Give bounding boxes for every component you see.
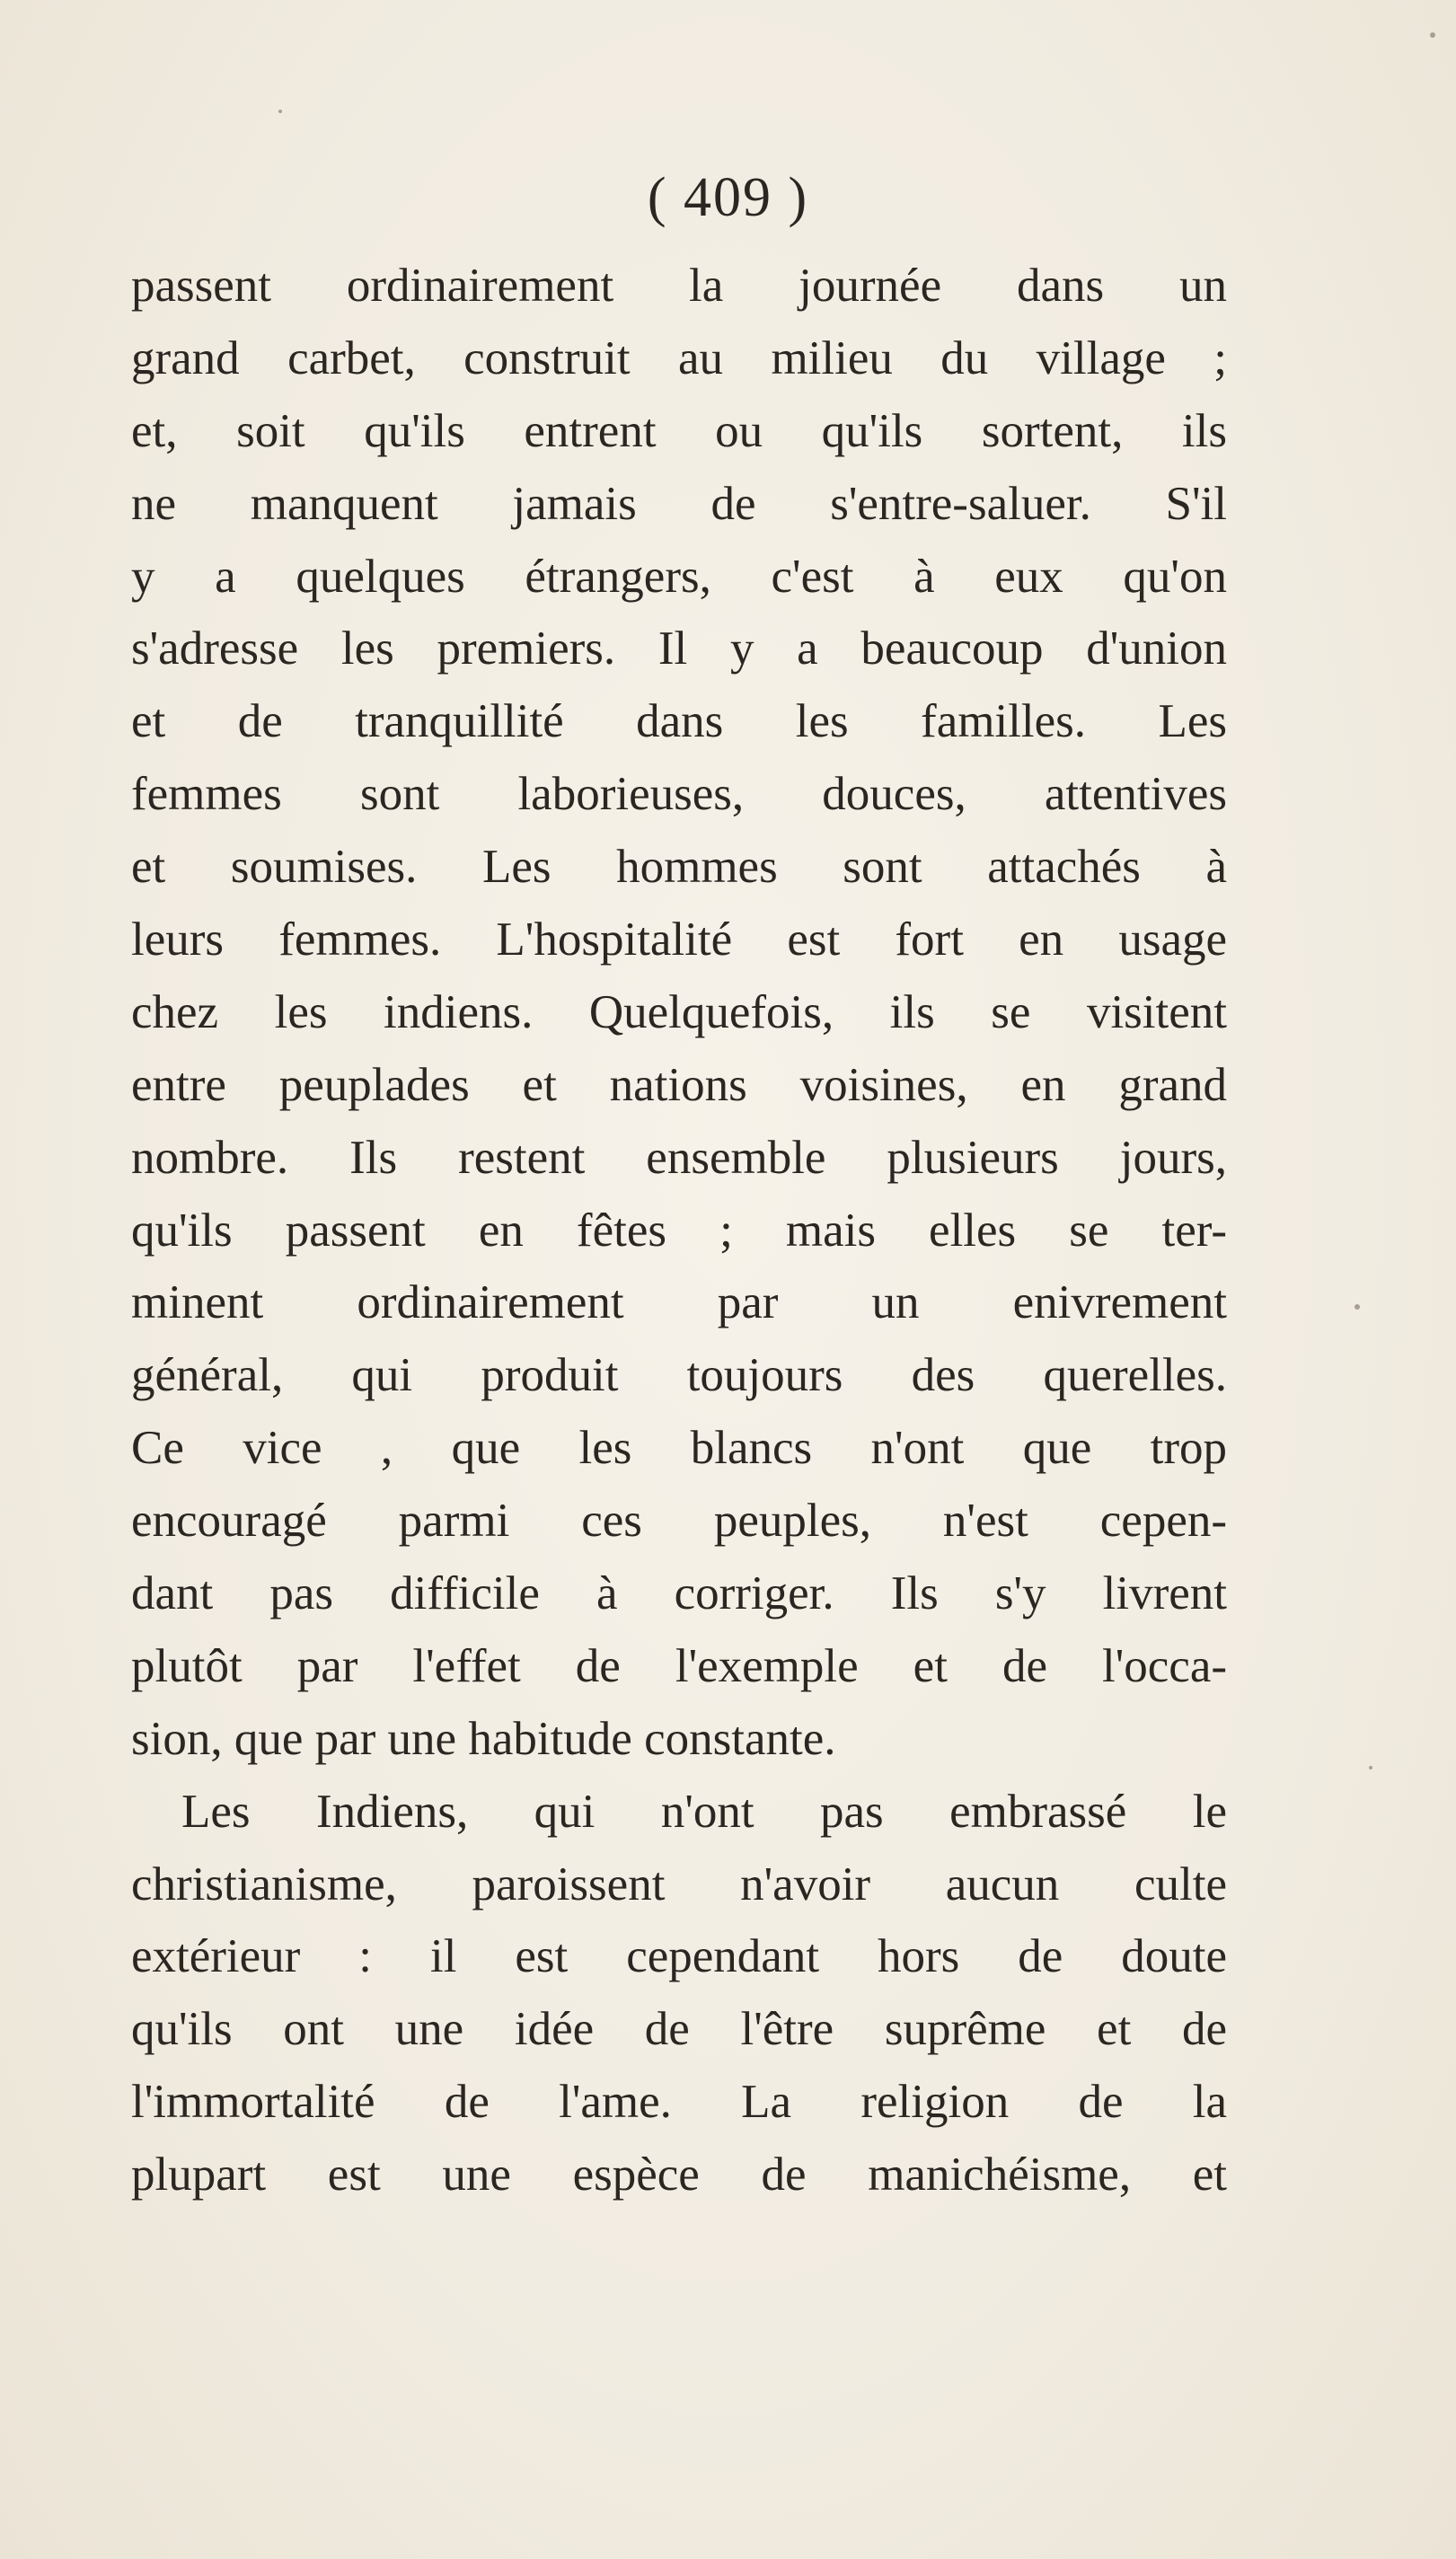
text-line: l'immortalité de l'ame. La religion de la <box>131 2076 1227 2129</box>
text-line: femmes sont laborieuses, douces, attentives <box>131 768 1227 821</box>
text-line: Les Indiens, qui n'ont pas embrassé le <box>181 1785 1227 1838</box>
text-line: extérieur : il est cependant hors de doute <box>131 1930 1227 1983</box>
text-line: et soumises. Les hommes sont attachés à <box>131 841 1227 894</box>
text-line: plutôt par l'effet de l'exemple et de l'occa- <box>131 1639 1227 1692</box>
text-line: et de tranquillité dans les familles. Les <box>131 695 1227 748</box>
text-line: général, qui produit toujours des querelles. <box>131 1349 1227 1402</box>
text-line: dant pas difficile à corriger. Ils s'y livrent <box>131 1567 1227 1620</box>
paper-speck <box>1430 32 1435 38</box>
text-line: ne manquent jamais de s'entre-saluer. S'il <box>131 477 1227 530</box>
text-line: s'adresse les premiers. Il y a beaucoup d'union <box>131 622 1227 675</box>
text-line: passent ordinairement la journée dans un <box>131 260 1227 312</box>
text-line: nombre. Ils restent ensemble plusieurs jours, <box>131 1131 1227 1184</box>
text-line: chez les indiens. Quelquefois, ils se visitent <box>131 985 1227 1038</box>
text-line: plupart est une espèce de manichéisme, et <box>131 2149 1227 2202</box>
text-line: encouragé parmi ces peuples, n'est cepen- <box>131 1495 1227 1548</box>
body-text <box>131 250 1227 2211</box>
text-line: qu'ils passent en fêtes ; mais elles se ter- <box>131 1204 1227 1257</box>
text-line: qu'ils ont une idée de l'être suprême et de <box>131 2003 1227 2056</box>
text-line: y a quelques étrangers, c'est à eux qu'on <box>131 550 1227 603</box>
paper-speck <box>1369 1766 1372 1769</box>
text-line: grand carbet, construit au milieu du village ; <box>131 331 1227 384</box>
text-line: christianisme, paroissent n'avoir aucun culte <box>131 1857 1227 1910</box>
page-number: ( 409 ) <box>647 167 809 228</box>
text-line: entre peuplades et nations voisines, en grand <box>131 1058 1227 1111</box>
text-line: minent ordinairement par un enivrement <box>131 1276 1227 1329</box>
text-line: Ce vice , que les blancs n'ont que trop <box>131 1422 1227 1475</box>
text-line: et, soit qu'ils entrent ou qu'ils sortent, ils <box>131 404 1227 457</box>
text-line: sion, que par une habitude constante. <box>131 1712 836 1765</box>
paper-speck <box>278 110 282 113</box>
paper-speck <box>1355 1304 1360 1310</box>
text-line: leurs femmes. L'hospitalité est fort en usage <box>131 913 1227 966</box>
